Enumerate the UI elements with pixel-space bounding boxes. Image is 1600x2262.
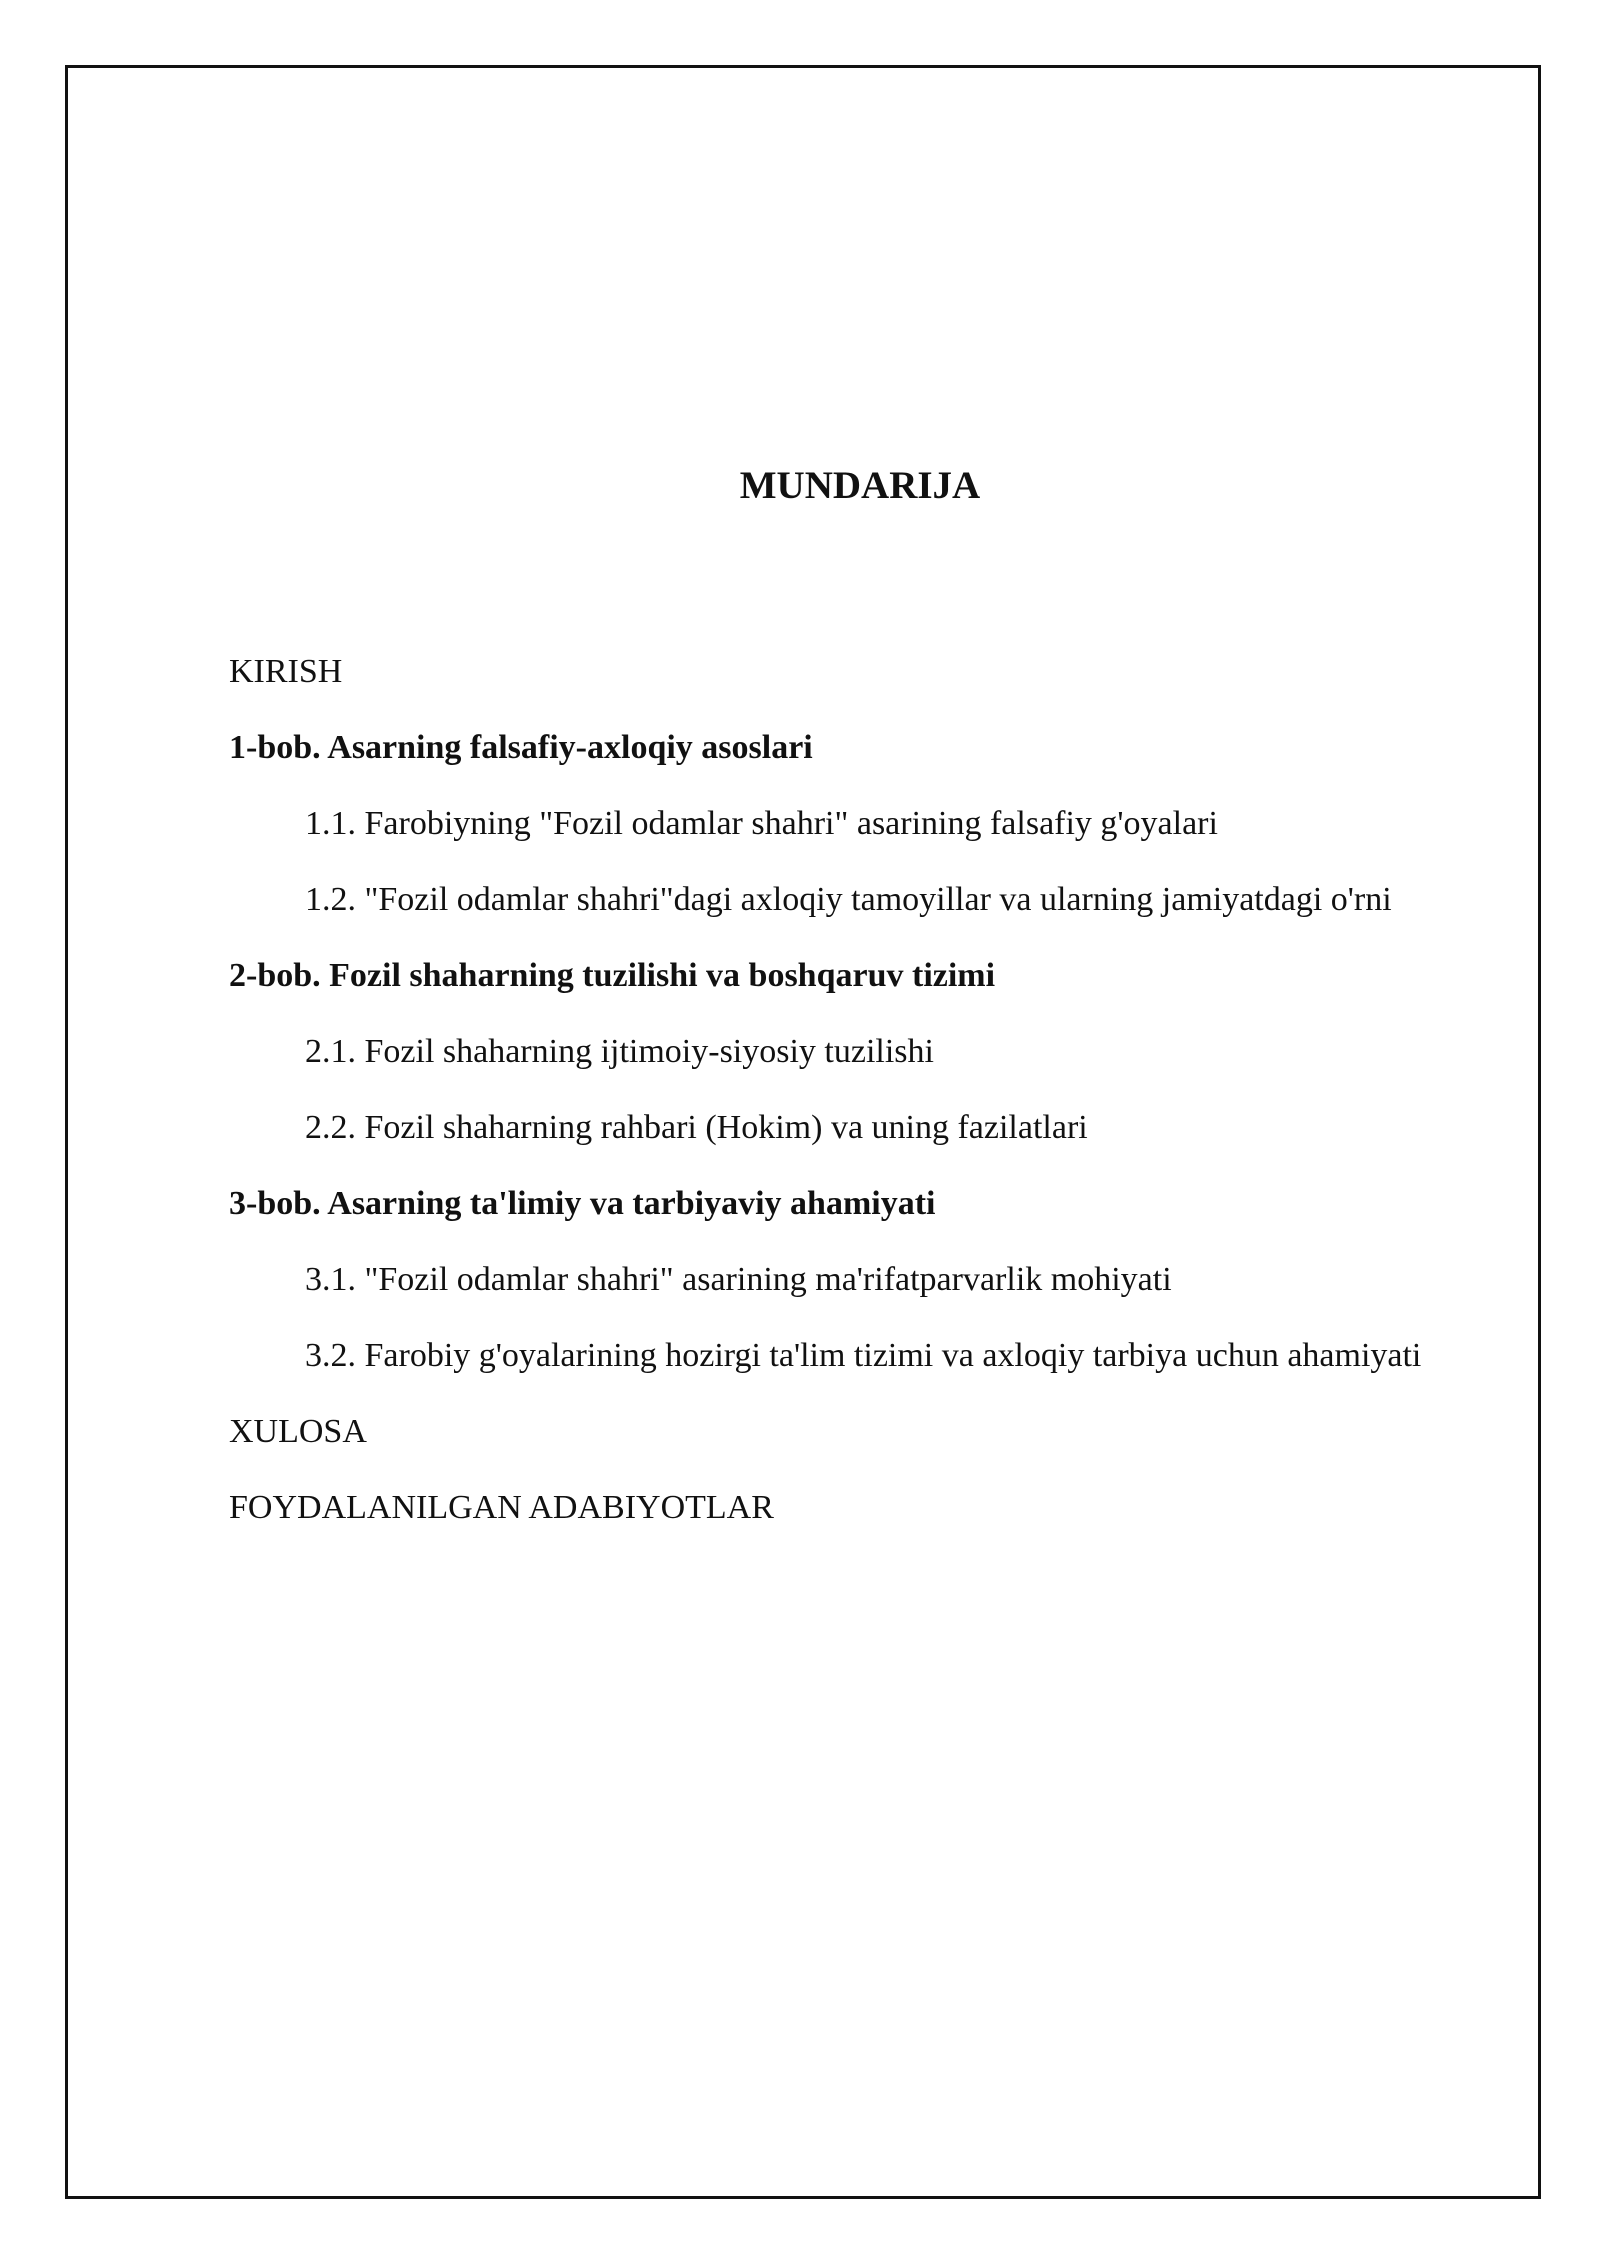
page-title: MUNDARIJA xyxy=(739,464,981,507)
toc-chapter-2: 2-bob. Fozil shaharning tuzilishi va boshqaruv tizimi xyxy=(229,957,996,994)
toc-section-3-2: 3.2. Farobiy g'oyalarining hozirgi ta'lim tizimi va axloqiy tarbiya uchun ahamiyati xyxy=(305,1337,1422,1374)
toc-section-1-2: 1.2. "Fozil odamlar shahri"dagi axloqiy tamoyillar va ularning jamiyatdagi o'rni xyxy=(305,881,1392,918)
table-of-contents xyxy=(229,640,1459,1552)
toc-entry-introduction: KIRISH xyxy=(229,653,343,690)
toc-section-2-2: 2.2. Fozil shaharning rahbari (Hokim) va uning fazilatlari xyxy=(305,1109,1088,1146)
toc-chapter-3: 3-bob. Asarning ta'limiy va tarbiyaviy ahamiyati xyxy=(229,1185,936,1222)
toc-entry-references: FOYDALANILGAN ADABIYOTLAR xyxy=(229,1489,774,1526)
toc-entry-conclusion: XULOSA xyxy=(229,1413,367,1450)
toc-chapter-1: 1-bob. Asarning falsafiy-axloqiy asoslari xyxy=(229,729,813,766)
toc-section-2-1: 2.1. Fozil shaharning ijtimoiy-siyosiy tuzilishi xyxy=(305,1033,934,1070)
toc-section-3-1: 3.1. "Fozil odamlar shahri" asarining ma'rifatparvarlik mohiyati xyxy=(305,1261,1172,1298)
toc-section-1-1: 1.1. Farobiyning "Fozil odamlar shahri" asarining falsafiy g'oyalari xyxy=(305,805,1218,842)
